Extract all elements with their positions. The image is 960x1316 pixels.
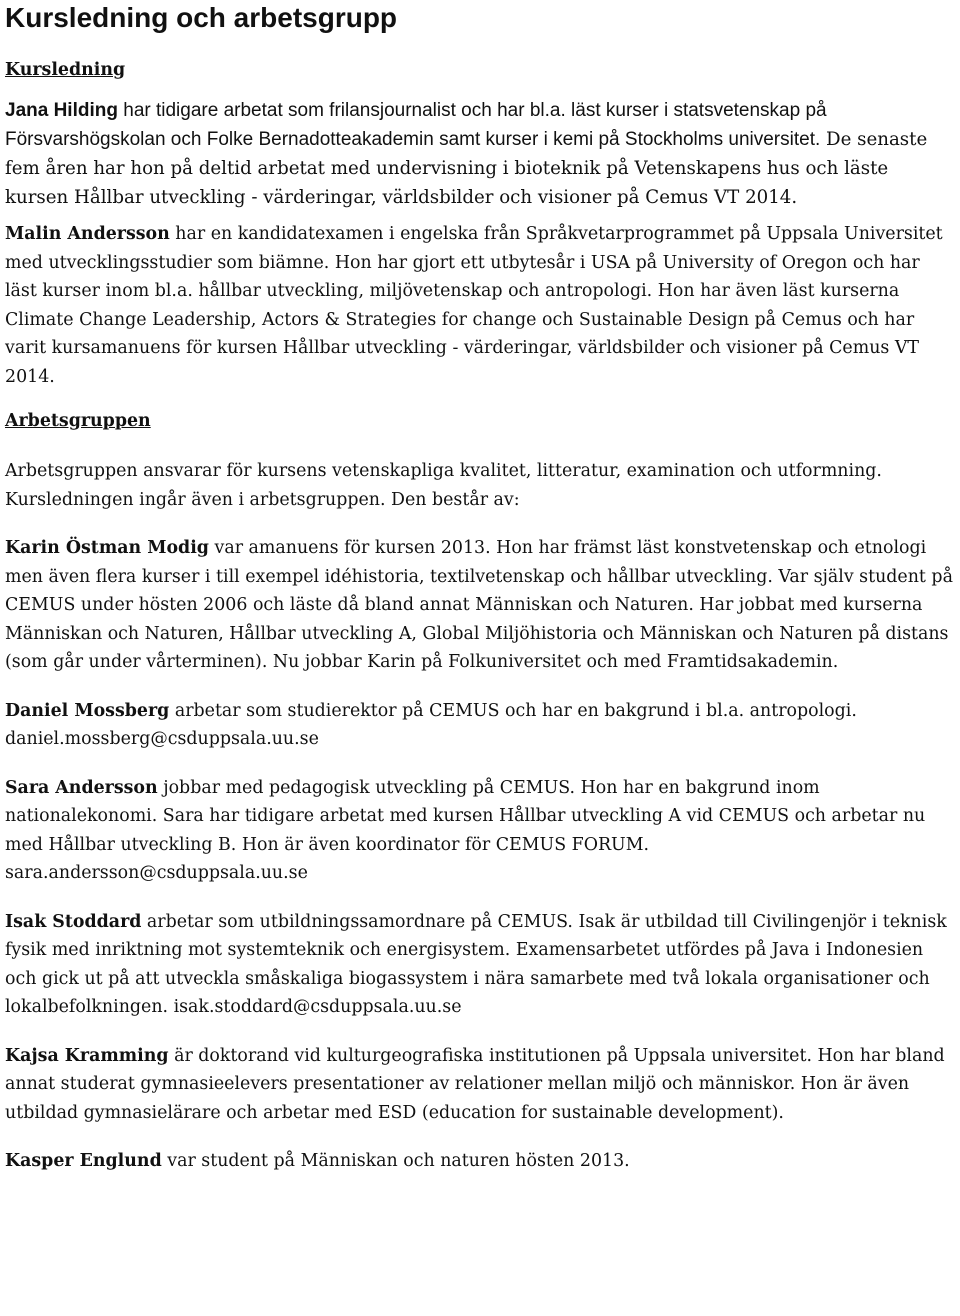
person-name: Daniel Mossberg: [5, 700, 170, 721]
bio-text: arbetar som utbildningssamordnare på CEMUS. Isak är utbildad till Civilingenjör i teknisk fysik med inriktning mot systemteknik och energisystem. Examensarbetet utfördes på Java i Indonesien och gick ut på att utveckla småskaliga biogassystem i nära samarbete med två lokala organisationer och lokalbefolkningen. isak.stoddard@csduppsala.uu.se: [5, 911, 947, 1017]
bio-karin-ostman-modig: [5, 534, 955, 677]
bio-kasper-englund: [5, 1147, 955, 1176]
person-name: Sara Andersson: [5, 777, 158, 798]
bio-text-continued: De senaste fem åren har hon på deltid arbetat med undervisning i bioteknik på Vetenskapens hus och läste kursen Hållbar utveckling - värderingar, världsbilder och visioner på Cemus VT 2014.: [5, 129, 928, 208]
bio-sara-andersson: [5, 774, 955, 888]
kursledning-heading: Kursledning: [5, 60, 126, 80]
bio-text: var amanuens för kursen 2013. Hon har främst läst konstvetenskap och etnologi men även flera kurser i till exempel idéhistoria, textilvetenskap och hållbar utveckling. Var själv student på CEMUS under hösten 2006 och läste då bland annat Människan och Naturen. Har jobbat med kurserna Människan och Naturen, Hållbar utveckling A, Global Miljöhistoria och Människan och Naturen på distans (som går under vårterminen). Nu jobbar Karin på Folkuniversitet och med Framtidsakademin.: [5, 538, 953, 672]
document-page: [5, 0, 955, 1176]
bio-jana-hilding: [5, 96, 955, 212]
bio-isak-stoddard: [5, 908, 955, 1022]
person-name: Kajsa Kramming: [5, 1045, 169, 1066]
arbetsgruppen-heading: Arbetsgruppen: [5, 411, 151, 431]
person-name: Jana Hilding: [5, 100, 118, 121]
bio-malin-andersson: [5, 220, 955, 391]
person-name: Isak Stoddard: [5, 911, 142, 932]
person-name: Kasper Englund: [5, 1151, 162, 1171]
document-title: Kursledning och arbetsgrupp: [5, 2, 398, 33]
bio-daniel-mossberg: [5, 697, 955, 754]
bio-text: var student på Människan och naturen hösten 2013.: [161, 1151, 630, 1171]
bio-text: jobbar med pedagogisk utveckling på CEMUS. Hon har en bakgrund inom nationalekonomi. Sara har tidigare arbetat med kursen Hållbar utveckling A vid CEMUS och arbetar nu med Hållbar utveckling B. Hon är även koordinator för CEMUS FORUM. sara.andersson@csduppsala.uu.se: [5, 777, 926, 883]
bio-kajsa-kramming: [5, 1042, 955, 1128]
person-name: Karin Östman Modig: [5, 538, 209, 558]
bio-text: har tidigare arbetat som frilansjournalist och har bl.a. läst kurser i statsvetenskap på Försvarshögskolan och Folke Bernadotteakademin samt kurser i kemi på Stockholms universitet.: [5, 100, 827, 150]
person-name: Malin Andersson: [5, 224, 170, 244]
bio-text: är doktorand vid kulturgeografiska institutionen på Uppsala universitet. Hon har bland annat studerat gymnasieelevers presentationer av relationer mellan miljö och människor. Hon är även utbildad gymnasielärare och arbetar med ESD (education for sustainable development).: [5, 1045, 945, 1123]
arbetsgruppen-intro: Arbetsgruppen ansvarar för kursens vetenskapliga kvalitet, litteratur, examination och utformning. Kursledningen ingår även i arbetsgruppen. Den består av:: [5, 461, 882, 510]
bio-text: har en kandidatexamen i engelska från Språkvetarprogrammet på Uppsala Universitet med utvecklingsstudier som biämne. Hon har gjort ett utbytesår i USA på University of Oregon och har läst kurser inom bl.a. hållbar utveckling, miljövetenskap och antropologi. Hon har även läst kurserna Climate Change Leadership, Actors & Strategies for change och Sustainable Design på Cemus och har varit kursamanuens för kursen Hållbar utveckling - värderingar, världsbilder och visioner på Cemus VT 2014.: [5, 224, 943, 387]
bio-text: arbetar som studierektor på CEMUS och har en bakgrund i bl.a. antropologi. daniel.mossberg@csduppsala.uu.se: [5, 700, 857, 749]
